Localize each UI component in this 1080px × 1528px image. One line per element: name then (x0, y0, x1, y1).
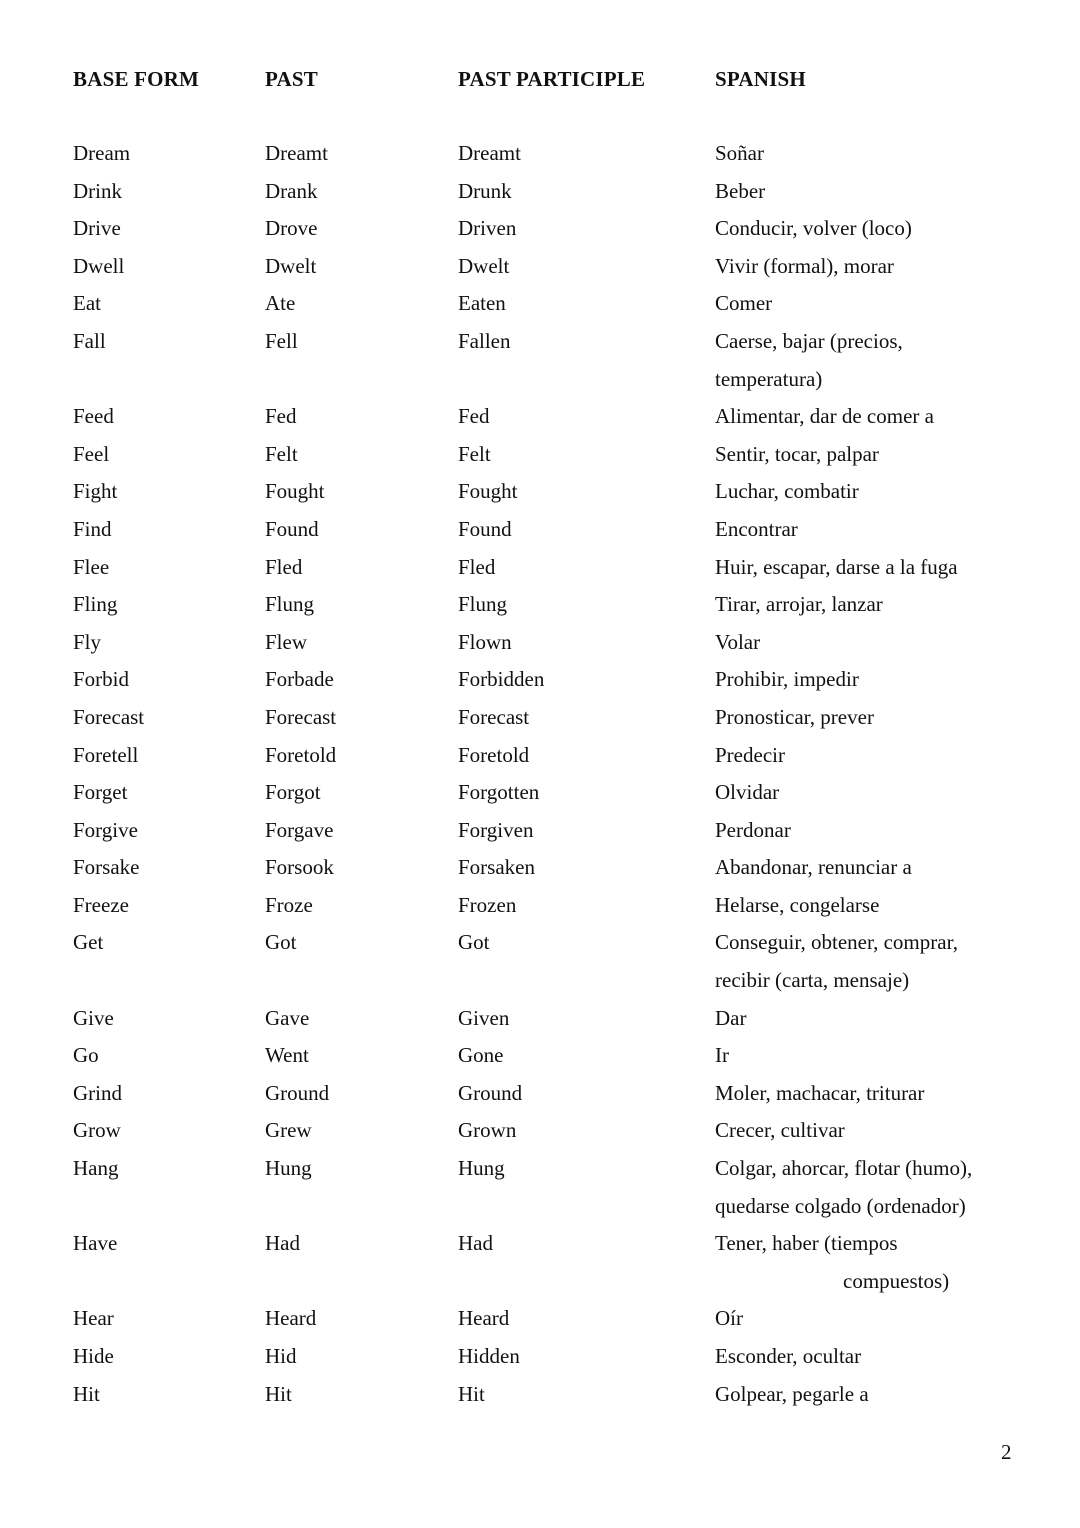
spanish-line: Volar (715, 629, 761, 654)
table-row (0, 210, 1080, 248)
base-form-cell: Freeze (73, 892, 129, 917)
past-cell: Ate (265, 291, 296, 316)
past-cell: Fled (265, 554, 303, 579)
table-row (0, 774, 1080, 812)
spanish-line: Comer (715, 291, 773, 316)
base-form-cell: Dream (73, 141, 131, 165)
past-cell: Hid (265, 1344, 297, 1368)
past-cell: Flew (265, 629, 307, 654)
base-form-cell: Drive (73, 216, 121, 241)
past-participle-cell: Frozen (458, 892, 517, 917)
past-participle-cell: Forbidden (458, 667, 545, 692)
header-base-form: BASE FORM (73, 67, 200, 91)
base-form-cell: Hear (73, 1306, 114, 1331)
past-cell: Fed (265, 404, 297, 429)
spanish-cell (715, 1338, 1005, 1376)
past-participle-cell: Driven (458, 216, 517, 241)
spanish-line: Conducir, volver (loco) (715, 216, 912, 241)
past-cell: Forsook (265, 855, 334, 880)
past-cell: Forecast (265, 704, 337, 729)
table-row (0, 285, 1080, 323)
table-row (0, 1300, 1080, 1338)
table-row (0, 699, 1080, 737)
spanish-cell (715, 210, 1005, 248)
past-cell: Got (265, 930, 297, 955)
past-cell: Fought (265, 479, 325, 504)
past-participle-cell: Drunk (458, 178, 512, 203)
past-participle-cell: Fought (458, 479, 518, 504)
past-cell: Dwelt (265, 253, 317, 278)
past-participle-cell: Forgiven (458, 817, 534, 842)
header-spanish: SPANISH (715, 67, 806, 91)
past-participle-cell: Found (458, 516, 512, 541)
spanish-cell (715, 849, 1005, 887)
past-participle-cell: Ground (458, 1080, 523, 1105)
spanish-cell (715, 173, 1005, 211)
base-form-cell: Hide (73, 1344, 114, 1368)
table-row (0, 924, 1080, 999)
spanish-line: Ir (715, 1043, 729, 1068)
spanish-line: Encontrar (715, 516, 798, 541)
table-row (0, 1225, 1080, 1300)
table-row (0, 1112, 1080, 1150)
base-form-cell: Feel (73, 441, 110, 466)
past-cell: Dreamt (265, 141, 328, 165)
past-participle-cell: Dwelt (458, 253, 510, 278)
past-cell: Froze (265, 892, 313, 917)
base-form-cell: Fall (73, 328, 106, 353)
spanish-cell (715, 737, 1005, 775)
table-row (0, 549, 1080, 587)
table-row (0, 1000, 1080, 1038)
past-participle-cell: Forsaken (458, 855, 535, 880)
spanish-cell (715, 812, 1005, 850)
spanish-cell (715, 624, 1005, 662)
table-row (0, 173, 1080, 211)
base-form-cell: Forecast (73, 704, 145, 729)
past-cell: Forbade (265, 667, 334, 692)
past-cell: Gave (265, 1005, 310, 1030)
base-form-cell: Hit (73, 1381, 100, 1406)
spanish-cell (715, 1112, 1005, 1150)
past-cell: Hung (265, 1156, 312, 1181)
table-row (0, 135, 1080, 173)
table-row (0, 473, 1080, 511)
table-row (0, 1075, 1080, 1113)
past-participle-cell: Grown (458, 1118, 517, 1143)
base-form-cell: Flee (73, 554, 110, 579)
past-cell: Forgave (265, 817, 334, 842)
spanish-line: Huir, escapar, darse a la fuga (715, 554, 958, 579)
spanish-cell (715, 135, 1005, 173)
base-form-cell: Foretell (73, 742, 139, 767)
past-participle-cell: Dreamt (458, 141, 521, 165)
table-header (0, 64, 1080, 96)
past-cell: Foretold (265, 742, 337, 767)
past-participle-cell: Felt (458, 441, 491, 466)
past-cell: Hit (265, 1381, 292, 1406)
past-participle-cell: Forecast (458, 704, 530, 729)
verb-table (0, 135, 1080, 1413)
spanish-cell (715, 1376, 1005, 1414)
base-form-cell: Forgive (73, 817, 138, 842)
spanish-line: Moler, machacar, triturar (715, 1080, 925, 1105)
table-row (0, 1150, 1080, 1225)
spanish-line: Golpear, pegarle a (715, 1381, 869, 1406)
spanish-line: Soñar (715, 141, 764, 165)
past-participle-cell: Hit (458, 1381, 485, 1406)
past-participle-cell: Given (458, 1005, 510, 1030)
past-participle-cell: Gone (458, 1043, 504, 1068)
spanish-line: Luchar, combatir (715, 479, 859, 504)
header-past: PAST (265, 67, 318, 91)
spanish-line: Crecer, cultivar (715, 1118, 845, 1143)
table-row (0, 737, 1080, 775)
base-form-cell: Eat (73, 291, 101, 316)
table-row (0, 887, 1080, 925)
table-row (0, 511, 1080, 549)
spanish-line: Esconder, ocultar (715, 1344, 862, 1368)
spanish-cell (715, 1000, 1005, 1038)
spanish-cell (715, 774, 1005, 812)
base-form-cell: Get (73, 930, 104, 955)
spanish-cell (715, 924, 1005, 999)
spanish-line: Helarse, congelarse (715, 892, 880, 917)
base-form-cell: Find (73, 516, 112, 541)
table-row (0, 1037, 1080, 1075)
spanish-line: Pronosticar, prever (715, 704, 874, 729)
spanish-line: Vivir (formal), morar (715, 253, 894, 278)
spanish-line-continued: compuestos) (843, 1268, 950, 1293)
spanish-cell (715, 398, 1005, 436)
table-row (0, 1376, 1080, 1414)
table-row (0, 661, 1080, 699)
past-participle-cell: Hung (458, 1156, 505, 1181)
base-form-cell: Dwell (73, 253, 125, 278)
past-participle-cell: Fallen (458, 328, 511, 353)
past-cell: Had (265, 1231, 300, 1256)
table-row (0, 624, 1080, 662)
table-row (0, 849, 1080, 887)
spanish-line: Caerse, bajar (precios, (715, 328, 903, 353)
past-participle-cell: Got (458, 930, 490, 955)
spanish-line: Prohibir, impedir (715, 667, 859, 692)
spanish-line: Colgar, ahorcar, flotar (humo), (715, 1156, 973, 1181)
base-form-cell: Drink (73, 178, 122, 203)
base-form-cell: Forget (73, 780, 128, 805)
base-form-cell: Fight (73, 479, 118, 504)
base-form-cell: Fling (73, 592, 118, 617)
spanish-cell (715, 248, 1005, 286)
base-form-cell: Forbid (73, 667, 130, 692)
spanish-line: Sentir, tocar, palpar (715, 441, 879, 466)
past-cell: Drank (265, 178, 318, 203)
spanish-line: Beber (715, 178, 766, 203)
spanish-cell (715, 285, 1005, 323)
spanish-cell (715, 1037, 1005, 1075)
past-cell: Fell (265, 328, 298, 353)
base-form-cell: Give (73, 1005, 114, 1030)
past-cell: Grew (265, 1118, 312, 1143)
base-form-cell: Feed (73, 404, 114, 429)
past-cell: Drove (265, 216, 318, 241)
table-row (0, 398, 1080, 436)
past-participle-cell: Eaten (458, 291, 506, 316)
spanish-cell (715, 549, 1005, 587)
base-form-cell: Fly (73, 629, 102, 654)
past-participle-cell: Had (458, 1231, 493, 1256)
spanish-line: Tener, haber (tiempos (715, 1231, 898, 1256)
past-participle-cell: Forgotten (458, 780, 540, 805)
spanish-cell (715, 586, 1005, 624)
table-row (0, 1338, 1080, 1376)
table-row (0, 323, 1080, 398)
spanish-line-continued: quedarse colgado (ordenador) (715, 1193, 966, 1218)
past-participle-cell: Fed (458, 404, 490, 429)
table-row (0, 436, 1080, 474)
spanish-line: Olvidar (715, 780, 780, 805)
base-form-cell: Hang (73, 1156, 119, 1181)
table-row (0, 586, 1080, 624)
past-cell: Went (265, 1043, 309, 1068)
past-participle-cell: Hidden (458, 1344, 520, 1368)
spanish-line-continued: temperatura) (715, 366, 823, 391)
past-participle-cell: Flown (458, 629, 512, 654)
past-participle-cell: Fled (458, 554, 496, 579)
spanish-cell (715, 1300, 1005, 1338)
base-form-cell: Grind (73, 1080, 122, 1105)
spanish-cell (715, 1075, 1005, 1113)
spanish-cell (715, 661, 1005, 699)
spanish-line: Alimentar, dar de comer a (715, 404, 934, 429)
past-participle-cell: Heard (458, 1306, 510, 1331)
base-form-cell: Have (73, 1231, 118, 1256)
table-row (0, 248, 1080, 286)
spanish-cell (715, 699, 1005, 737)
past-cell: Heard (265, 1306, 317, 1331)
past-participle-cell: Flung (458, 592, 508, 617)
spanish-cell (715, 1225, 1005, 1300)
spanish-line: Oír (715, 1306, 743, 1331)
spanish-line: Conseguir, obtener, comprar, (715, 930, 958, 955)
base-form-cell: Grow (73, 1118, 121, 1143)
spanish-line-continued: recibir (carta, mensaje) (715, 968, 910, 993)
past-participle-cell: Foretold (458, 742, 530, 767)
spanish-cell (715, 323, 1005, 398)
past-cell: Flung (265, 592, 315, 617)
spanish-line: Perdonar (715, 817, 791, 842)
spanish-line: Predecir (715, 742, 785, 767)
base-form-cell: Forsake (73, 855, 140, 880)
spanish-cell (715, 473, 1005, 511)
past-cell: Found (265, 516, 319, 541)
spanish-cell (715, 511, 1005, 549)
past-cell: Felt (265, 441, 298, 466)
past-cell: Forgot (265, 780, 321, 805)
spanish-cell (715, 1150, 1005, 1225)
past-cell: Ground (265, 1080, 330, 1105)
spanish-line: Tirar, arrojar, lanzar (715, 592, 883, 617)
header-past-participle: PAST PARTICIPLE (458, 67, 646, 91)
base-form-cell: Go (73, 1043, 99, 1068)
spanish-line: Abandonar, renunciar a (715, 855, 912, 880)
table-row (0, 812, 1080, 850)
spanish-cell (715, 887, 1005, 925)
spanish-cell (715, 436, 1005, 474)
page-number: 2 (1001, 1440, 1012, 1464)
spanish-line: Dar (715, 1005, 747, 1030)
